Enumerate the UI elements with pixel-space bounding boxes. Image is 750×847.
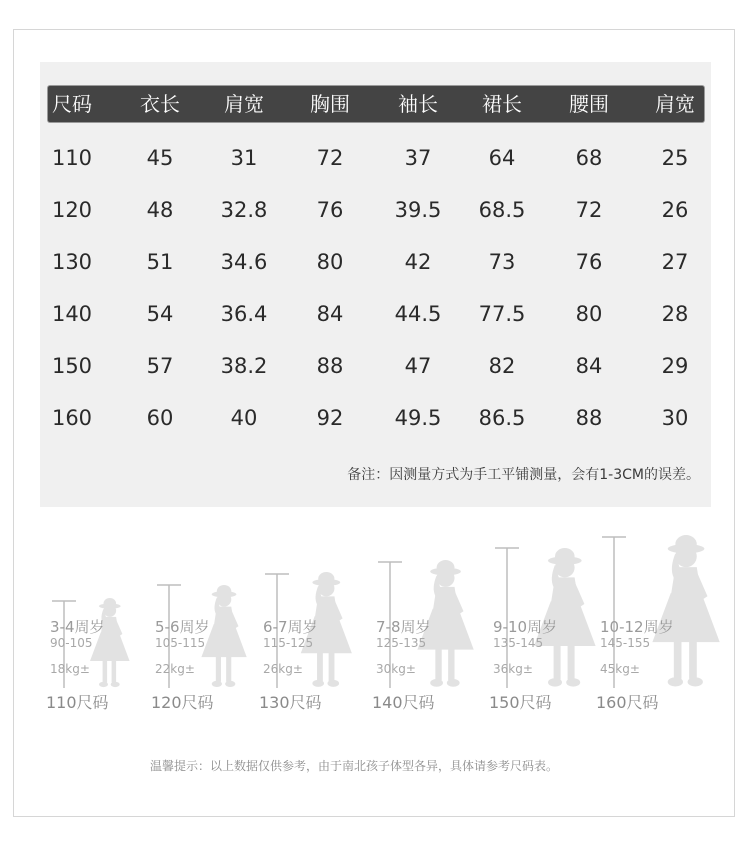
- size-label: 130尺码: [259, 693, 322, 712]
- age-label: 9-10周岁: [493, 618, 558, 636]
- weight-label: 36kg±: [493, 662, 533, 676]
- weight-label: 18kg±: [50, 662, 90, 676]
- header-cell: 胸围: [310, 92, 350, 116]
- table-cell: 48: [146, 198, 174, 222]
- table-cell: 30: [661, 406, 689, 430]
- height-range-label: 90-105: [50, 636, 93, 650]
- child-silhouette-icon: [652, 535, 719, 686]
- header-cell: 腰围: [569, 92, 609, 116]
- table-cell: 60: [146, 406, 174, 430]
- size-label: 110尺码: [46, 693, 109, 712]
- table-cell: 84: [575, 354, 603, 378]
- table-cell: 29: [661, 354, 689, 378]
- table-cell: 31: [230, 146, 258, 170]
- table-cell: 45: [146, 146, 174, 170]
- size-label: 120尺码: [151, 693, 214, 712]
- table-cell: 110: [51, 146, 93, 170]
- header-cell: 袖长: [398, 92, 438, 116]
- table-cell: 68: [575, 146, 603, 170]
- table-cell: 54: [146, 302, 174, 326]
- table-cell: 39.5: [394, 198, 442, 222]
- weight-label: 45kg±: [600, 662, 640, 676]
- table-cell: 88: [316, 354, 344, 378]
- table-cell: 49.5: [394, 406, 442, 430]
- table-cell: 57: [146, 354, 174, 378]
- table-cell: 37: [404, 146, 432, 170]
- table-cell: 76: [316, 198, 344, 222]
- table-cell: 38.2: [220, 354, 268, 378]
- weight-label: 30kg±: [376, 662, 416, 676]
- table-cell: 44.5: [394, 302, 442, 326]
- table-cell: 27: [661, 250, 689, 274]
- header-cell: 肩宽: [655, 92, 695, 116]
- table-cell: 80: [575, 302, 603, 326]
- age-label: 10-12周岁: [600, 618, 674, 636]
- table-cell: 51: [146, 250, 174, 274]
- height-range-label: 105-115: [155, 636, 206, 650]
- weight-label: 22kg±: [155, 662, 195, 676]
- height-range-label: 125-135: [376, 636, 427, 650]
- table-cell: 32.8: [220, 198, 268, 222]
- height-range-label: 135-145: [493, 636, 544, 650]
- table-cell: 40: [230, 406, 258, 430]
- table-cell: 28: [661, 302, 689, 326]
- header-cell: 肩宽: [224, 92, 264, 116]
- reference-tip: 温馨提示：以上数据仅供参考，由于南北孩子体型各异，具体请参考尺码表。: [150, 759, 559, 773]
- table-cell: 92: [316, 406, 344, 430]
- table-cell: 36.4: [220, 302, 268, 326]
- table-cell: 76: [575, 250, 603, 274]
- table-cell: 73: [488, 250, 516, 274]
- table-cell: 34.6: [220, 250, 268, 274]
- table-cell: 84: [316, 302, 344, 326]
- age-label: 6-7周岁: [263, 618, 318, 636]
- table-cell: 77.5: [478, 302, 526, 326]
- height-range-label: 145-155: [600, 636, 651, 650]
- table-cell: 26: [661, 198, 689, 222]
- header-cell: 裙长: [482, 92, 522, 116]
- age-label: 7-8周岁: [376, 618, 431, 636]
- table-cell: 130: [51, 250, 93, 274]
- header-cell: 衣长: [140, 92, 180, 116]
- table-cell: 86.5: [478, 406, 526, 430]
- age-label: 5-6周岁: [155, 618, 210, 636]
- table-cell: 88: [575, 406, 603, 430]
- table-cell: 140: [51, 302, 93, 326]
- size-label: 150尺码: [489, 693, 552, 712]
- table-cell: 68.5: [478, 198, 526, 222]
- table-cell: 72: [575, 198, 603, 222]
- table-cell: 82: [488, 354, 516, 378]
- table-cell: 120: [51, 198, 93, 222]
- header-cell: 尺码: [52, 92, 92, 116]
- table-cell: 80: [316, 250, 344, 274]
- table-cell: 160: [51, 406, 93, 430]
- weight-label: 26kg±: [263, 662, 303, 676]
- height-range-label: 115-125: [263, 636, 314, 650]
- table-cell: 150: [51, 354, 93, 378]
- table-cell: 42: [404, 250, 432, 274]
- size-label: 160尺码: [596, 693, 659, 712]
- table-cell: 72: [316, 146, 344, 170]
- table-cell: 47: [404, 354, 432, 378]
- age-label: 3-4周岁: [50, 618, 105, 636]
- size-label: 140尺码: [372, 693, 435, 712]
- measurement-note: 备注：因测量方式为手工平铺测量，会有1-3CM的误差。: [347, 467, 700, 483]
- table-cell: 64: [488, 146, 516, 170]
- table-cell: 25: [661, 146, 689, 170]
